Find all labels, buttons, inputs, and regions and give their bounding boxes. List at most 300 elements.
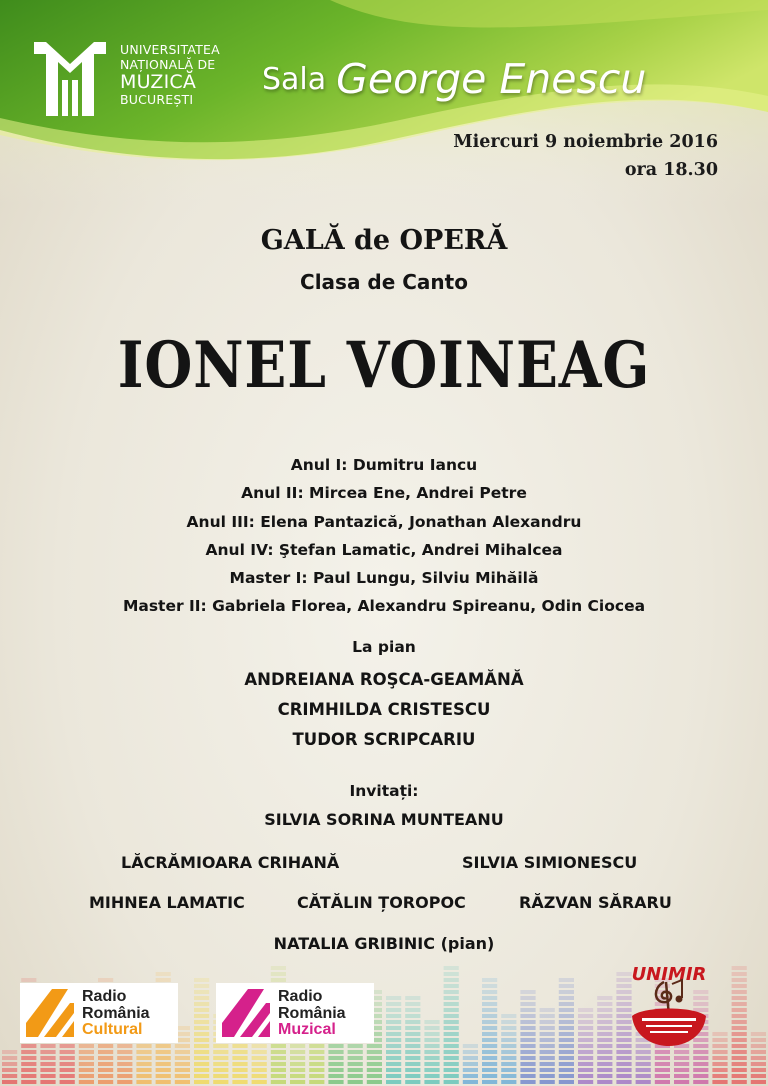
equalizer-segment <box>40 1050 55 1054</box>
equalizer-segment <box>520 1038 535 1042</box>
equalizer-segment <box>482 1002 497 1006</box>
equalizer-segment <box>463 1056 478 1060</box>
student-line: Master II: Gabriela Florea, Alexandru Spireanu, Odin Ciocea <box>122 597 646 616</box>
equalizer-segment <box>559 1074 574 1078</box>
equalizer-segment <box>348 1080 363 1084</box>
equalizer-segment <box>520 1026 535 1030</box>
equalizer-segment <box>732 966 747 970</box>
equalizer-segment <box>463 1074 478 1078</box>
equalizer-segment <box>732 978 747 982</box>
equalizer-segment <box>213 1080 228 1084</box>
guest-name: SILVIA SORINA MUNTEANU <box>264 810 504 829</box>
equalizer-segment <box>117 1062 132 1066</box>
equalizer-segment <box>482 1074 497 1078</box>
equalizer-segment <box>674 1062 689 1066</box>
equalizer-segment <box>424 1050 439 1054</box>
equalizer-segment <box>616 1068 631 1072</box>
equalizer-segment <box>578 1014 593 1018</box>
equalizer-segment <box>732 1068 747 1072</box>
equalizer-segment <box>79 1050 94 1054</box>
equalizer-segment <box>520 1044 535 1048</box>
equalizer-segment <box>2 1080 17 1084</box>
hall-prefix: Sala <box>262 62 327 97</box>
equalizer-segment <box>98 1056 113 1060</box>
equalizer-segment <box>367 1044 382 1048</box>
equalizer-segment <box>386 1014 401 1018</box>
equalizer-segment <box>501 1014 516 1018</box>
equalizer-segment <box>309 1080 324 1084</box>
equalizer-segment <box>194 1032 209 1036</box>
equalizer-segment <box>194 1014 209 1018</box>
radio-muzical-line-1: Radio <box>278 988 323 1005</box>
equalizer-segment <box>367 1056 382 1060</box>
equalizer-segment <box>712 1068 727 1072</box>
equalizer-segment <box>424 1026 439 1030</box>
equalizer-segment <box>117 1074 132 1078</box>
equalizer-segment <box>636 1050 651 1054</box>
equalizer-segment <box>732 1074 747 1078</box>
equalizer-segment <box>482 1008 497 1012</box>
equalizer-segment <box>175 1074 190 1078</box>
equalizer-segment <box>213 1044 228 1048</box>
equalizer-segment <box>79 1062 94 1066</box>
unimir-wordmark: UNIMIR <box>631 964 707 985</box>
equalizer-segment <box>540 1026 555 1030</box>
equalizer-segment <box>444 1008 459 1012</box>
radio-cultural-line-3: Cultural <box>82 1021 143 1038</box>
equalizer-segment <box>578 1020 593 1024</box>
equalizer-segment <box>444 1080 459 1084</box>
equalizer-segment <box>2 1068 17 1072</box>
equalizer-segment <box>732 1032 747 1036</box>
equalizer-segment <box>348 1056 363 1060</box>
equalizer-segment <box>290 1068 305 1072</box>
equalizer-segment <box>732 1008 747 1012</box>
equalizer-segment <box>559 990 574 994</box>
event-date: Miercuri 9 noiembrie 2016 <box>453 132 718 152</box>
equalizer-segment <box>520 1062 535 1066</box>
equalizer-segment <box>655 1068 670 1072</box>
equalizer-segment <box>156 1080 171 1084</box>
equalizer-segment <box>597 1020 612 1024</box>
equalizer-segment <box>405 1008 420 1012</box>
equalizer-segment <box>482 1068 497 1072</box>
equalizer-segment <box>348 1062 363 1066</box>
equalizer-segment <box>578 1044 593 1048</box>
equalizer-segment <box>693 1050 708 1054</box>
equalizer-segment <box>405 1044 420 1048</box>
equalizer-segment <box>328 1074 343 1078</box>
equalizer-segment <box>328 1062 343 1066</box>
student-line: Anul IV: Ştefan Lamatic, Andrei Mihalcea <box>205 540 563 559</box>
equalizer-segment <box>501 1038 516 1042</box>
guests-label: Invitați: <box>349 782 419 800</box>
guest-name: RĂZVAN SĂRARU <box>519 893 672 912</box>
event-datetime <box>453 128 718 184</box>
equalizer-segment <box>732 1050 747 1054</box>
equalizer-segment <box>405 996 420 1000</box>
equalizer-segment <box>674 1074 689 1078</box>
equalizer-segment <box>732 996 747 1000</box>
equalizer-segment <box>21 978 36 982</box>
equalizer-segment <box>386 1020 401 1024</box>
guest-name: SILVIA SIMIONESCU <box>462 853 638 872</box>
equalizer-segment <box>424 1032 439 1036</box>
equalizer-segment <box>751 1044 766 1048</box>
radio-muzical-line-2: România <box>278 1004 346 1022</box>
equalizer-segment <box>194 1020 209 1024</box>
equalizer-segment <box>520 1008 535 1012</box>
guest-name: CĂTĂLIN ȚOROPOC <box>297 893 466 912</box>
equalizer-segment <box>597 1080 612 1084</box>
equalizer-segment <box>271 1050 286 1054</box>
equalizer-segment <box>444 1002 459 1006</box>
equalizer-segment <box>482 1044 497 1048</box>
equalizer-segment <box>597 1026 612 1030</box>
equalizer-segment <box>540 1044 555 1048</box>
equalizer-segment <box>501 1026 516 1030</box>
equalizer-segment <box>540 1038 555 1042</box>
equalizer-segment <box>386 1056 401 1060</box>
equalizer-segment <box>444 966 459 970</box>
equalizer-segment <box>405 1014 420 1018</box>
equalizer-segment <box>367 1050 382 1054</box>
equalizer-segment <box>732 990 747 994</box>
equalizer-segment <box>578 1032 593 1036</box>
equalizer-segment <box>520 1068 535 1072</box>
equalizer-segment <box>559 1068 574 1072</box>
equalizer-segment <box>463 1068 478 1072</box>
equalizer-segment <box>252 1056 267 1060</box>
equalizer-segment <box>60 1050 75 1054</box>
equalizer-segment <box>60 1074 75 1078</box>
equalizer-segment <box>2 1074 17 1078</box>
equalizer-segment <box>290 1080 305 1084</box>
equalizer-segment <box>616 1074 631 1078</box>
piano-label: La pian <box>352 638 416 656</box>
equalizer-segment <box>578 1062 593 1066</box>
student-line: Anul III: Elena Pantazică, Jonathan Alexandru <box>186 512 582 531</box>
equalizer-segment <box>232 1044 247 1048</box>
equalizer-segment <box>674 1050 689 1054</box>
equalizer-segment <box>21 1044 36 1048</box>
equalizer-segment <box>597 1008 612 1012</box>
university-name <box>120 42 220 107</box>
equalizer-segment <box>732 1014 747 1018</box>
equalizer-segment <box>405 1080 420 1084</box>
equalizer-segment <box>578 1008 593 1012</box>
equalizer-segment <box>156 1044 171 1048</box>
equalizer-segment <box>213 1056 228 1060</box>
equalizer-segment <box>655 1074 670 1078</box>
equalizer-segment <box>252 1044 267 1048</box>
unimir-emblem-icon <box>624 958 714 1050</box>
equalizer-segment <box>194 996 209 1000</box>
pianists-list <box>0 665 768 755</box>
equalizer-segment <box>386 1062 401 1066</box>
equalizer-segment <box>732 1038 747 1042</box>
university-logo <box>32 40 232 120</box>
equalizer-segment <box>386 1008 401 1012</box>
equalizer-segment <box>520 1032 535 1036</box>
equalizer-segment <box>386 1038 401 1042</box>
university-line-3: MUZICĂ <box>120 71 197 93</box>
equalizer-segment <box>655 1062 670 1066</box>
equalizer-segment <box>559 1062 574 1066</box>
equalizer-segment <box>712 1050 727 1054</box>
equalizer-segment <box>482 1062 497 1066</box>
equalizer-segment <box>520 1014 535 1018</box>
equalizer-segment <box>309 1044 324 1048</box>
radio-romania-muzical-logo <box>216 983 374 1043</box>
equalizer-segment <box>367 1062 382 1066</box>
equalizer-segment <box>40 1044 55 1048</box>
equalizer-segment <box>501 1080 516 1084</box>
equalizer-segment <box>424 1038 439 1042</box>
equalizer-segment <box>597 1050 612 1054</box>
equalizer-segment <box>175 1056 190 1060</box>
equalizer-segment <box>732 1044 747 1048</box>
equalizer-segment <box>444 990 459 994</box>
equalizer-segment <box>194 984 209 988</box>
radio-cultural-icon <box>24 987 76 1039</box>
equalizer-segment <box>156 1050 171 1054</box>
equalizer-segment <box>616 1080 631 1084</box>
equalizer-segment <box>194 1026 209 1030</box>
equalizer-segment <box>751 1068 766 1072</box>
equalizer-segment <box>578 1056 593 1060</box>
equalizer-segment <box>578 1074 593 1078</box>
guest-name: NATALIA GRIBINIC (pian) <box>273 934 495 953</box>
student-line: Anul I: Dumitru Iancu <box>290 456 478 474</box>
equalizer-segment <box>136 1062 151 1066</box>
equalizer-segment <box>194 1056 209 1060</box>
equalizer-segment <box>559 1020 574 1024</box>
equalizer-segment <box>367 1068 382 1072</box>
equalizer-segment <box>175 1044 190 1048</box>
equalizer-segment <box>156 1068 171 1072</box>
equalizer-segment <box>540 1056 555 1060</box>
equalizer-segment <box>712 1032 727 1036</box>
equalizer-segment <box>520 1056 535 1060</box>
equalizer-segment <box>117 1050 132 1054</box>
equalizer-segment <box>444 1068 459 1072</box>
equalizer-segment <box>386 1026 401 1030</box>
equalizer-segment <box>540 1008 555 1012</box>
equalizer-segment <box>559 1044 574 1048</box>
pianist-name: ANDREIANA ROŞCA-GEAMĂNĂ <box>244 670 524 689</box>
equalizer-segment <box>540 1032 555 1036</box>
equalizer-segment <box>597 996 612 1000</box>
equalizer-segment <box>732 1026 747 1030</box>
university-line-1: UNIVERSITATEA <box>120 42 220 57</box>
equalizer-segment <box>79 1044 94 1048</box>
equalizer-segment <box>156 1056 171 1060</box>
equalizer-segment <box>463 1080 478 1084</box>
equalizer-segment <box>175 1050 190 1054</box>
equalizer-segment <box>405 1032 420 1036</box>
equalizer-segment <box>328 1056 343 1060</box>
equalizer-segment <box>117 1056 132 1060</box>
equalizer-segment <box>290 1044 305 1048</box>
equalizer-segment <box>693 1062 708 1066</box>
equalizer-segment <box>156 978 171 982</box>
equalizer-segment <box>232 1068 247 1072</box>
equalizer-segment <box>482 1038 497 1042</box>
equalizer-segment <box>40 1056 55 1060</box>
event-subtitle: Clasa de Canto <box>300 270 468 294</box>
equalizer-segment <box>482 1026 497 1030</box>
equalizer-segment <box>636 1062 651 1066</box>
equalizer-segment <box>309 1074 324 1078</box>
equalizer-segment <box>271 1074 286 1078</box>
equalizer-segment <box>194 1050 209 1054</box>
equalizer-segment <box>309 1050 324 1054</box>
equalizer-segment <box>309 1062 324 1066</box>
equalizer-segment <box>386 1002 401 1006</box>
radio-muzical-line-3: Muzical <box>278 1021 336 1038</box>
unimir-logo <box>624 958 714 1050</box>
equalizer-segment <box>213 1068 228 1072</box>
equalizer-segment <box>636 1080 651 1084</box>
equalizer-segment <box>386 1044 401 1048</box>
equalizer-segment <box>501 1050 516 1054</box>
equalizer-segment <box>559 1026 574 1030</box>
equalizer-segment <box>482 1020 497 1024</box>
equalizer-segment <box>40 1074 55 1078</box>
equalizer-segment <box>501 1056 516 1060</box>
equalizer-segment <box>444 1026 459 1030</box>
equalizer-segment <box>444 1050 459 1054</box>
equalizer-segment <box>501 1062 516 1066</box>
equalizer-segment <box>2 1050 17 1054</box>
equalizer-segment <box>444 1014 459 1018</box>
equalizer-segment <box>232 1056 247 1060</box>
equalizer-segment <box>482 1080 497 1084</box>
equalizer-segment <box>136 1050 151 1054</box>
equalizer-segment <box>559 996 574 1000</box>
hall-title <box>262 55 646 103</box>
equalizer-segment <box>616 1056 631 1060</box>
equalizer-segment <box>386 1080 401 1084</box>
equalizer-segment <box>444 1062 459 1066</box>
equalizer-segment <box>194 1038 209 1042</box>
equalizer-segment <box>98 1062 113 1066</box>
equalizer-segment <box>520 1002 535 1006</box>
equalizer-segment <box>348 1068 363 1072</box>
equalizer-segment <box>40 1062 55 1066</box>
equalizer-segment <box>194 978 209 982</box>
equalizer-segment <box>252 1068 267 1072</box>
equalizer-segment <box>597 1062 612 1066</box>
students-list <box>0 451 768 621</box>
equalizer-segment <box>751 1080 766 1084</box>
equalizer-segment <box>578 1026 593 1030</box>
equalizer-segment <box>732 1080 747 1084</box>
equalizer-segment <box>559 1002 574 1006</box>
equalizer-segment <box>732 972 747 976</box>
equalizer-segment <box>444 1056 459 1060</box>
equalizer-segment <box>463 1062 478 1066</box>
equalizer-segment <box>712 1080 727 1084</box>
equalizer-segment <box>386 996 401 1000</box>
equalizer-segment <box>367 1074 382 1078</box>
equalizer-segment <box>175 1080 190 1084</box>
equalizer-segment <box>271 1062 286 1066</box>
equalizer-segment <box>98 1080 113 1084</box>
equalizer-segment <box>156 1062 171 1066</box>
equalizer-segment <box>712 1062 727 1066</box>
equalizer-segment <box>520 990 535 994</box>
professor-name: IONEL VOINEAG <box>117 328 651 403</box>
equalizer-segment <box>597 1014 612 1018</box>
equalizer-segment <box>405 1062 420 1066</box>
equalizer-segment <box>578 1038 593 1042</box>
equalizer-segment <box>194 1080 209 1084</box>
equalizer-segment <box>424 1062 439 1066</box>
equalizer-segment <box>559 1050 574 1054</box>
equalizer-segment <box>482 1050 497 1054</box>
equalizer-segment <box>117 1080 132 1084</box>
equalizer-segment <box>213 1050 228 1054</box>
equalizer-segment <box>98 1068 113 1072</box>
equalizer-segment <box>693 1056 708 1060</box>
equalizer-segment <box>194 1068 209 1072</box>
guest-name: LĂCRĂMIOARA CRIHANĂ <box>121 853 340 872</box>
equalizer-segment <box>405 1050 420 1054</box>
equalizer-segment <box>655 1056 670 1060</box>
equalizer-segment <box>520 1020 535 1024</box>
equalizer-segment <box>79 1074 94 1078</box>
equalizer-segment <box>213 1062 228 1066</box>
equalizer-segment <box>751 1050 766 1054</box>
equalizer-segment <box>194 1074 209 1078</box>
equalizer-segment <box>386 1032 401 1036</box>
equalizer-segment <box>712 1038 727 1042</box>
equalizer-segment <box>290 1062 305 1066</box>
equalizer-segment <box>444 1032 459 1036</box>
equalizer-segment <box>751 1074 766 1078</box>
equalizer-segment <box>405 1068 420 1072</box>
equalizer-segment <box>712 1056 727 1060</box>
equalizer-segment <box>98 1050 113 1054</box>
equalizer-segment <box>732 1020 747 1024</box>
equalizer-segment <box>21 1080 36 1084</box>
pianist-name: TUDOR SCRIPCARIU <box>292 730 476 749</box>
equalizer-segment <box>60 1056 75 1060</box>
equalizer-segment <box>117 1068 132 1072</box>
equalizer-segment <box>674 1080 689 1084</box>
equalizer-segment <box>175 1062 190 1066</box>
equalizer-segment <box>424 1068 439 1072</box>
equalizer-segment <box>309 1056 324 1060</box>
equalizer-segment <box>194 1002 209 1006</box>
equalizer-segment <box>424 1044 439 1048</box>
equalizer-segment <box>60 1062 75 1066</box>
equalizer-segment <box>540 1074 555 1078</box>
equalizer-segment <box>732 1056 747 1060</box>
equalizer-segment <box>559 1080 574 1084</box>
equalizer-segment <box>444 1074 459 1078</box>
equalizer-segment <box>444 978 459 982</box>
equalizer-segment <box>578 1050 593 1054</box>
equalizer-segment <box>290 1056 305 1060</box>
equalizer-segment <box>501 1068 516 1072</box>
equalizer-segment <box>597 1068 612 1072</box>
equalizer-segment <box>271 1044 286 1048</box>
equalizer-segment <box>367 1080 382 1084</box>
equalizer-segment <box>501 1020 516 1024</box>
